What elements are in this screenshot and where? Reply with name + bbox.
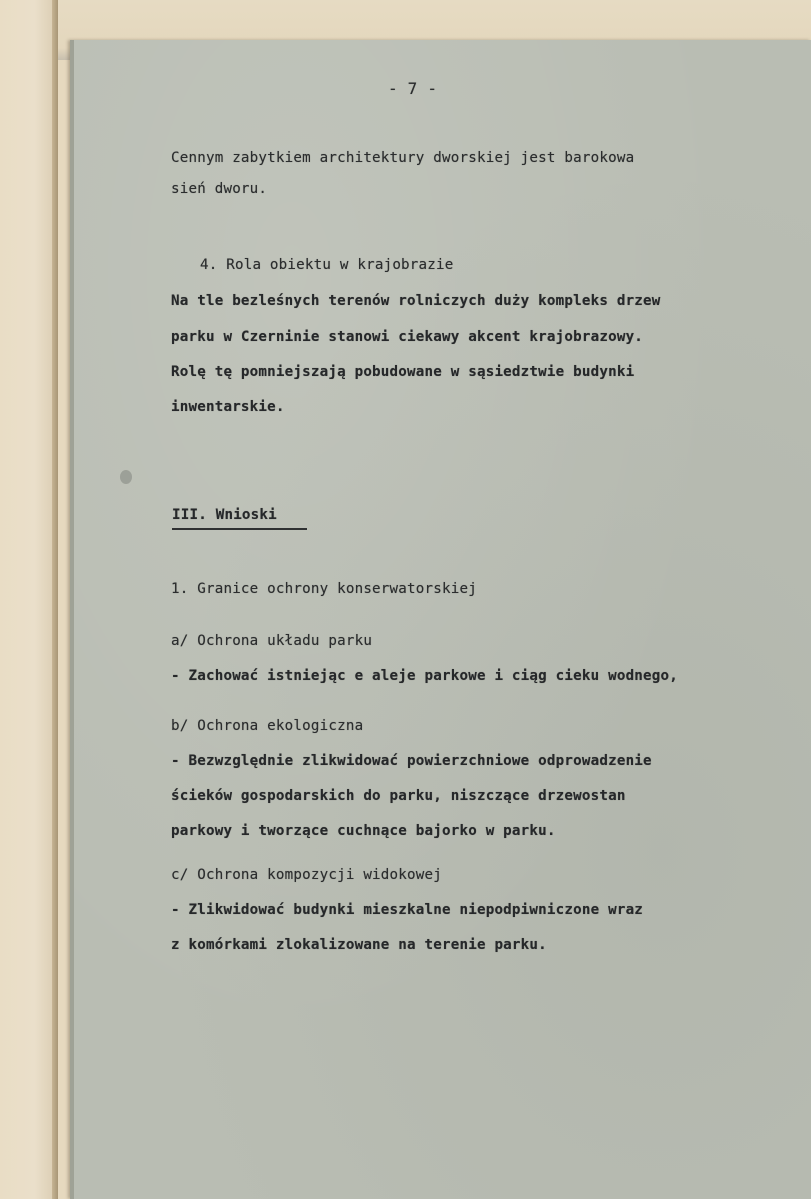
page-number: - 7 - (388, 79, 438, 98)
item-heading: a/ Ochrona układu parku (171, 633, 373, 649)
item-line: - Zachować istniejąc e aleje parkowe i ciąg cieku wodnego, (171, 668, 679, 684)
subsection-heading: 1. Granice ochrony konserwatorskiej (171, 581, 477, 597)
page-binding (0, 0, 58, 1199)
ink-smudge (120, 470, 132, 484)
paragraph-line: sień dworu. (171, 181, 268, 197)
paragraph-line: parku w Czerninie stanowi ciekawy akcent krajobrazowy. (171, 329, 644, 345)
paragraph-line: inwentarskie. (171, 399, 285, 415)
paragraph-line: Cennym zabytkiem architektury dworskiej jest barokowa (171, 150, 635, 166)
item-heading: b/ Ochrona ekologiczna (171, 718, 364, 734)
paragraph-line: Rolę tę pomniejszają pobudowane w sąsiedztwie budynki (171, 364, 635, 380)
item-heading: c/ Ochrona kompozycji widokowej (171, 867, 442, 883)
typed-sheet (70, 40, 811, 1199)
paragraph-line: Na tle bezleśnych terenów rolniczych duży kompleks drzew (171, 293, 661, 309)
section-heading: 4. Rola obiektu w krajobrazie (200, 257, 454, 273)
item-line: - Zlikwidować budynki mieszkalne niepodpiwniczone wraz (171, 902, 644, 918)
item-line: - Bezwzględnie zlikwidować powierzchniowe odprowadzenie (171, 753, 652, 769)
item-line: parkowy i tworzące cuchnące bajorko w parku. (171, 823, 556, 839)
sheet-edge (70, 40, 74, 1199)
binding-edge (52, 0, 58, 1199)
item-line: z komórkami zlokalizowane na terenie parku. (171, 937, 547, 953)
section-heading: III. Wnioski (172, 507, 277, 523)
heading-underline (172, 528, 307, 530)
item-line: ścieków gospodarskich do parku, niszczące drzewostan (171, 788, 626, 804)
